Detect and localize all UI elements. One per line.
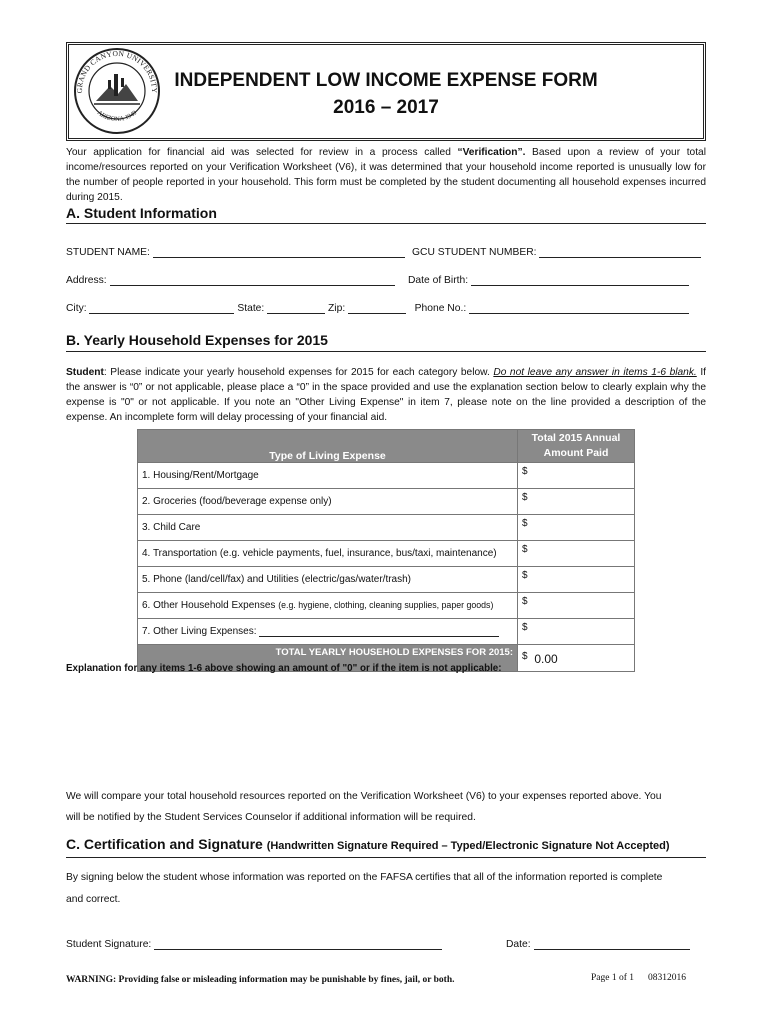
student-name-field[interactable] <box>153 246 405 258</box>
gcu-number-label: GCU STUDENT NUMBER: <box>412 247 537 258</box>
city-label: City: <box>66 303 87 314</box>
phone-label: Phone No.: <box>414 303 467 314</box>
gcu-number-row <box>412 246 701 258</box>
signature-field[interactable] <box>154 938 442 950</box>
total-amount: $ 0.00 <box>518 645 635 672</box>
expense-table <box>137 429 635 672</box>
section-c-heading: C. Certification and Signature (Handwritten Signature Required – Typed/Electronic Signature Not Accepted) <box>66 836 670 852</box>
explanation-label: Explanation for any items 1-6 above showing an amount of "0" or if the item is not applicable: <box>66 663 502 674</box>
expense-item-utilities: 5. Phone (land/cell/fax) and Utilities (electric/gas/water/trash) <box>138 567 518 593</box>
dob-row <box>408 274 689 286</box>
page-number: Page 1 of 1 <box>591 973 635 983</box>
compare-text-line1: We will compare your total household resources reported on the Verification Worksheet (V6) to your expenses reported above. You <box>66 791 662 802</box>
amount-other-living[interactable]: $ <box>518 619 635 645</box>
section-c-note: (Handwritten Signature Required – Typed/Electronic Signature Not Accepted) <box>266 840 670 852</box>
address-field[interactable] <box>110 274 395 286</box>
amount-other-household[interactable]: $ <box>518 593 635 619</box>
zip-field[interactable] <box>348 302 406 314</box>
expense-item-child-care: 3. Child Care <box>138 515 518 541</box>
amount-groceries[interactable]: $ <box>518 489 635 515</box>
other-living-description-field[interactable] <box>259 626 499 637</box>
dob-label: Date of Birth: <box>408 275 469 286</box>
table-row <box>138 463 635 489</box>
expense-item-transportation: 4. Transportation (e.g. vehicle payments, fuel, insurance, bus/taxi, maintenance) <box>138 541 518 567</box>
table-row <box>138 619 635 645</box>
address-row <box>66 274 395 286</box>
state-field[interactable] <box>267 302 325 314</box>
amount-housing[interactable]: $ <box>518 463 635 489</box>
date-label: Date: <box>506 939 531 950</box>
city-row <box>66 302 689 314</box>
intro-paragraph: Your application for financial aid was selected for review in a process called “Verification”. Based upon a review of your total income/resources reported on your Verification Worksheet (V6), it was determined that your household income reported is unusually low for the number of people reported in your household. This form must be completed by the student documenting all household expenses incurred during 2015. <box>66 147 706 203</box>
expense-item-other-living: 7. Other Living Expenses: <box>138 619 518 645</box>
section-a-heading: A. Student Information <box>66 205 217 221</box>
section-c-divider <box>66 857 706 858</box>
total-label: TOTAL YEARLY HOUSEHOLD EXPENSES FOR 2015: <box>138 645 518 672</box>
table-row <box>138 489 635 515</box>
expense-item-housing: 1. Housing/Rent/Mortgage <box>138 463 518 489</box>
amount-transportation[interactable]: $ <box>518 541 635 567</box>
form-year: 2016 – 2017 <box>333 97 439 118</box>
section-a-divider <box>66 223 706 224</box>
table-row <box>138 567 635 593</box>
city-field[interactable] <box>89 302 234 314</box>
date-row <box>506 938 690 950</box>
address-label: Address: <box>66 275 107 286</box>
signature-row <box>66 938 442 950</box>
col-amount-header: Total 2015 Annual Amount Paid <box>518 430 635 463</box>
seal-subtext: ARIZONA 1949 <box>95 109 139 123</box>
section-b-heading: B. Yearly Household Expenses for 2015 <box>66 332 328 348</box>
total-value: 0.00 <box>534 652 558 666</box>
table-row <box>138 593 635 619</box>
gcu-number-field[interactable] <box>539 246 701 258</box>
amount-utilities[interactable]: $ <box>518 567 635 593</box>
certification-line2: and correct. <box>66 894 121 905</box>
signature-label: Student Signature: <box>66 939 152 950</box>
form-code: 08312016 <box>648 973 686 983</box>
explanation-area[interactable] <box>66 680 706 780</box>
section-b-divider <box>66 351 706 352</box>
col-type-header: Type of Living Expense <box>138 430 518 463</box>
warning-text: WARNING: Providing false or misleading information may be punishable by fines, jail, or both. <box>66 975 455 985</box>
table-row <box>138 515 635 541</box>
certification-line1: By signing below the student whose information was reported on the FAFSA certifies that all of the information reported is complete <box>66 872 663 883</box>
dob-field[interactable] <box>471 274 689 286</box>
zip-label: Zip: <box>328 303 346 314</box>
state-label: State: <box>237 303 265 314</box>
expense-item-other-household: 6. Other Household Expenses (e.g. hygiene, clothing, cleaning supplies, paper goods) <box>138 593 518 619</box>
student-name-row <box>66 246 405 258</box>
table-row <box>138 541 635 567</box>
date-field[interactable] <box>534 938 690 950</box>
compare-text-line2: will be notified by the Student Services Counselor if additional information will be required. <box>66 812 476 823</box>
expense-table-header <box>138 430 635 463</box>
expense-item-groceries: 2. Groceries (food/beverage expense only) <box>138 489 518 515</box>
student-name-label: STUDENT NAME: <box>66 247 150 258</box>
section-b-instructions: Student: Please indicate your yearly household expenses for 2015 for each category below. Do not leave any answer in items 1-6 blank. If the answer is “0” or not applicable, please place a “0” in the space provided and use the explanation section below to clearly explain why the expense is "0" or not applicable. If you note an "Other Living Expense" in item 7, please note on the line provided a description of the expense. An incomplete form will delay processing of your financial aid. <box>66 367 706 423</box>
phone-field[interactable] <box>469 302 689 314</box>
amount-child-care[interactable]: $ <box>518 515 635 541</box>
seal-name: GRAND CANYON UNIVERSITY <box>74 48 160 94</box>
form-title: INDEPENDENT LOW INCOME EXPENSE FORM <box>174 70 598 91</box>
